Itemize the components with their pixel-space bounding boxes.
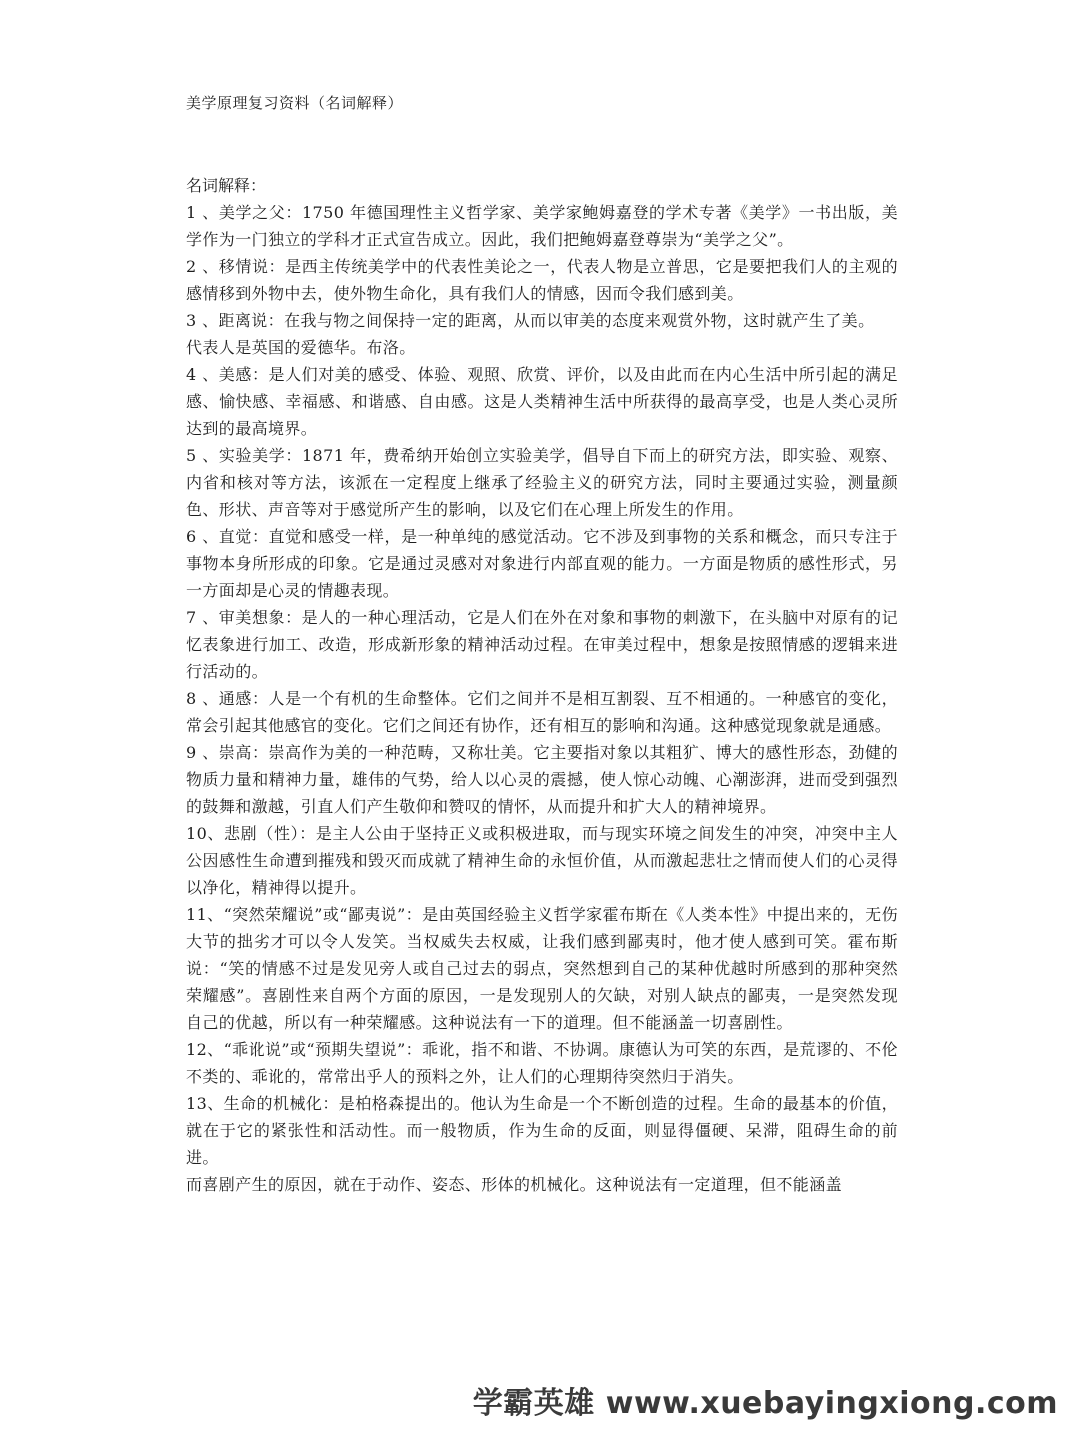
paragraph: 3 、距离说：在我与物之间保持一定的距离，从而以审美的态度来观赏外物，这时就产生了美。 (186, 311, 875, 330)
paragraph: 11、“突然荣耀说”或“鄙夷说”：是由英国经验主义哲学家霍布斯在《人类本性》中提出来的，无伤大节的拙劣才可以令人发笑。当权威失去权威，让我们感到鄙夷时，他才使人感到可笑。霍布斯说：“笑的情感不过是发见旁人或自己过去的弱点，突然想到自己的某种优越时所感到的那种突然荣耀感”。喜剧性来自两个方面的原因，一是发现别人的欠缺，对别人缺点的鄙夷，一是突然发现自己的优越，所以有一种荣耀感。这种说法有一下的道理。但不能涵盖一切喜剧性。 (186, 905, 898, 1032)
paragraph: 12、“乖讹说”或“预期失望说”：乖讹，指不和谐、不协调。康德认为可笑的东西，是荒谬的、不伦不类的、乖讹的，常常出乎人的预料之外，让人们的心理期待突然归于消失。 (186, 1040, 898, 1086)
paragraph: 8 、通感：人是一个有机的生命整体。它们之间并不是相互割裂、互不相通的。一种感官的变化，常会引起其他感官的变化。它们之间还有协作，还有相互的影响和沟通。这种感觉现象就是通感。 (186, 689, 898, 735)
paragraph: 10、悲剧（性）：是主人公由于坚持正义或积极进取，而与现实环境之间发生的冲突，冲突中主人公因感性生命遭到摧残和毁灭而成就了精神生命的永恒价值，从而激起悲壮之情而使人们的心灵得以净化，精神得以提升。 (186, 824, 898, 897)
paragraph-list (186, 199, 898, 1198)
paragraph: 1 、美学之父：1750 年德国理性主义哲学家、美学家鲍姆嘉登的学术专著《美学》一书出版，美学作为一门独立的学科才正式宣告成立。因此，我们把鲍姆嘉登尊崇为“美学之父”。 (186, 203, 898, 249)
paragraph: 而喜剧产生的原因，就在于动作、姿态、形体的机械化。这种说法有一定道理，但不能涵盖 (186, 1175, 843, 1194)
paragraph: 5 、实验美学：1871 年，费希纳开始创立实验美学，倡导自下而上的研究方法，即实验、观察、内省和核对等方法，该派在一定程度上继承了经验主义的研究方法，同时主要通过实验，测量颜色、形状、声音等对于感觉所产生的影响，以及它们在心理上所发生的作用。 (186, 446, 898, 519)
paragraph: 6 、直觉：直觉和感受一样，是一种单纯的感觉活动。它不涉及到事物的关系和概念，而只专注于事物本身所形成的印象。它是通过灵感对对象进行内部直观的能力。一方面是物质的感性形式，另一方面却是心灵的情趣表现。 (186, 527, 898, 600)
document-page (186, 90, 898, 1198)
document-title: 美学原理复习资料（名词解释） (186, 94, 404, 112)
site-watermark: 学霸英雄 www.xuebayingxiong.com (472, 1386, 1058, 1421)
paragraph: 4 、美感：是人们对美的感受、体验、观照、欣赏、评价，以及由此而在内心生活中所引起的满足感、愉快感、幸福感、和谐感、自由感。这是人类精神生活中所获得的最高享受，也是人类心灵所达到的最高境界。 (186, 365, 898, 438)
section-label: 名词解释： (186, 176, 267, 195)
paragraph: 代表人是英国的爱德华。布洛。 (186, 338, 416, 357)
paragraph: 13、生命的机械化：是柏格森提出的。他认为生命是一个不断创造的过程。生命的最基本的价值，就在于它的紧张性和活动性。而一般物质，作为生命的反面，则显得僵硬、呆滞，阻碍生命的前进。 (186, 1094, 898, 1167)
paragraph: 7 、审美想象：是人的一种心理活动，它是人们在外在对象和事物的刺激下，在头脑中对原有的记忆表象进行加工、改造，形成新形象的精神活动过程。在审美过程中，想象是按照情感的逻辑来进行活动的。 (186, 608, 898, 681)
paragraph: 2 、移情说：是西主传统美学中的代表性美论之一，代表人物是立普思，它是要把我们人的主观的感情移到外物中去，使外物生命化，具有我们人的情感，因而令我们感到美。 (186, 257, 898, 303)
paragraph: 9 、崇高：崇高作为美的一种范畴，又称壮美。它主要指对象以其粗犷、博大的感性形态，劲健的物质力量和精神力量，雄伟的气势，给人以心灵的震撼，使人惊心动魄、心潮澎湃，进而受到强烈的鼓舞和激越，引直人们产生敬仰和赞叹的情怀，从而提升和扩大人的精神境界。 (186, 743, 898, 816)
